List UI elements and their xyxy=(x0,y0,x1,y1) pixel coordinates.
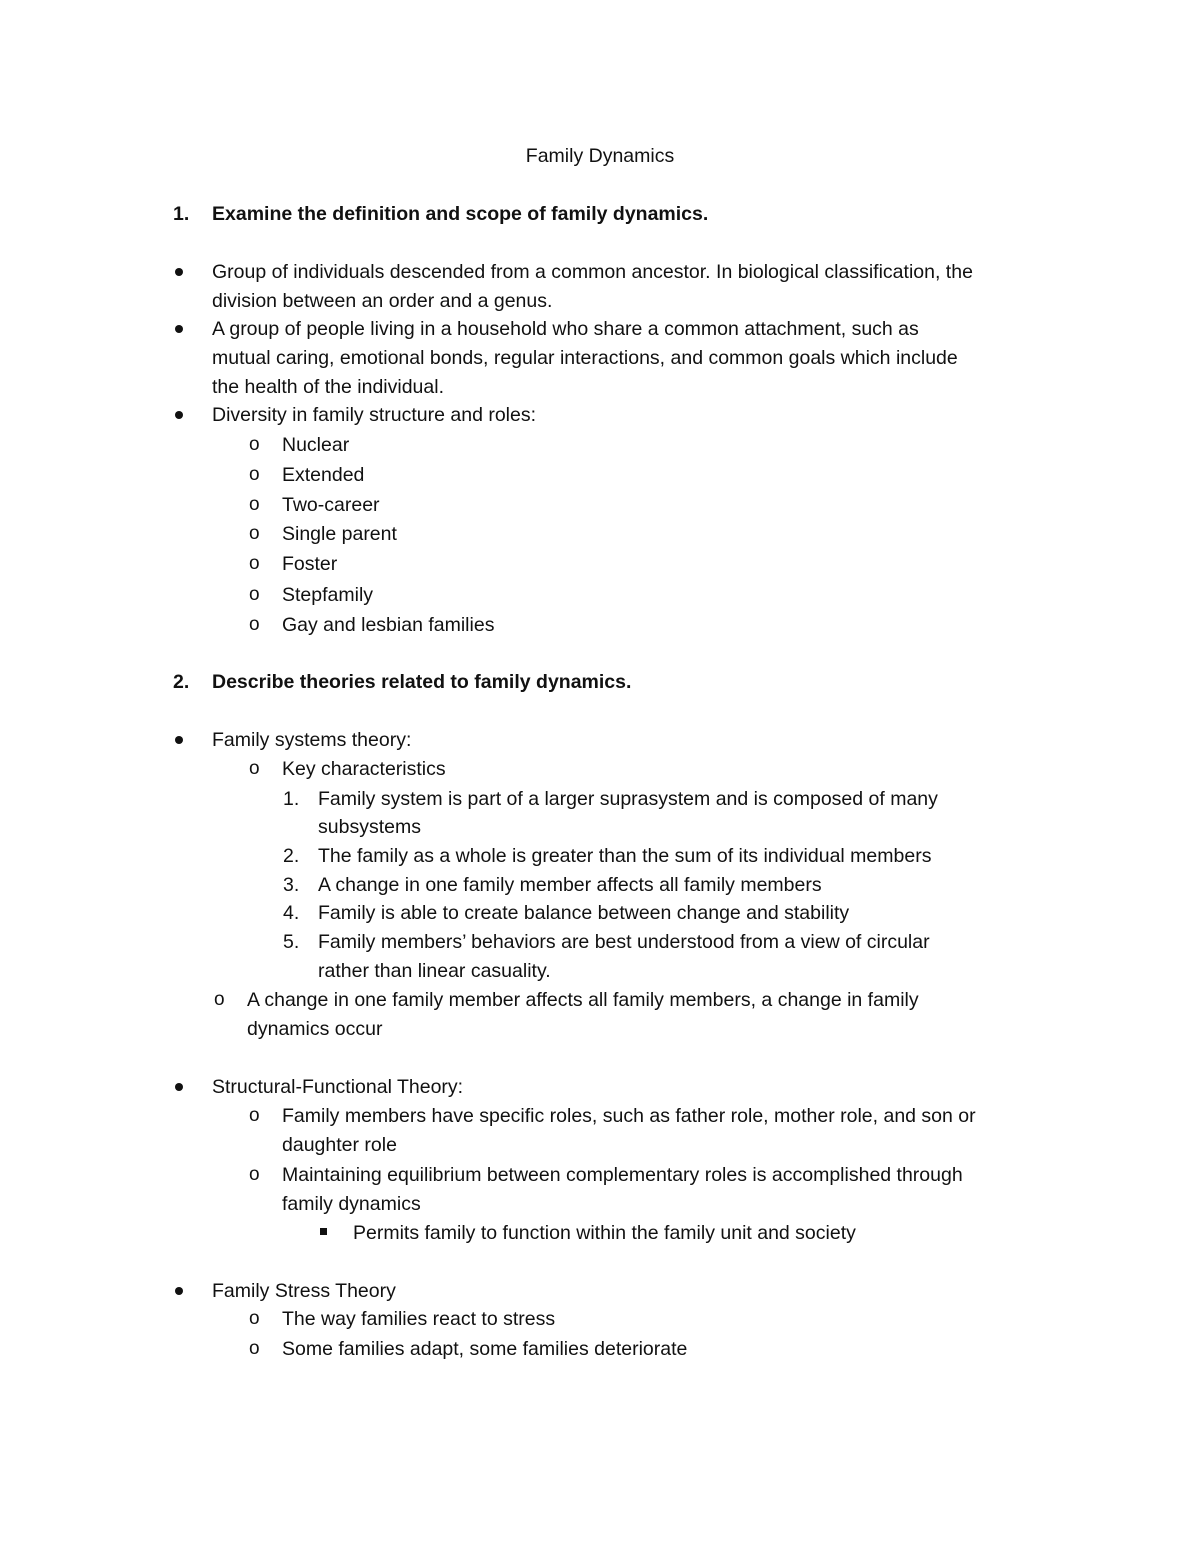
sft-item-1-line-1: Family members have specific roles, such as father role, mother role, and son or xyxy=(282,1105,976,1127)
section-1-heading: Examine the definition and scope of family dynamics. xyxy=(212,203,709,225)
bullet-2-line-3: the health of the individual. xyxy=(212,376,445,398)
circle-bullet-icon: o xyxy=(249,1164,260,1185)
circle-bullet-icon: o xyxy=(214,989,225,1010)
page-title: Family Dynamics xyxy=(525,145,675,167)
circle-bullet-icon: o xyxy=(249,614,260,635)
characteristic-3: A change in one family member affects all family members xyxy=(318,874,822,896)
characteristic-number: 2. xyxy=(283,845,300,867)
structure-item: Stepfamily xyxy=(282,584,374,606)
circle-bullet-icon: o xyxy=(249,464,260,485)
section-2-number: 2. xyxy=(173,671,190,693)
family-systems-theory-label: Family systems theory: xyxy=(212,729,412,751)
characteristic-1-line-1: Family system is part of a larger suprasystem and is composed of many xyxy=(318,788,938,810)
structure-item: Single parent xyxy=(282,523,397,545)
section-2-heading: Describe theories related to family dynamics. xyxy=(212,671,632,693)
characteristic-number: 3. xyxy=(283,874,300,896)
bullet-icon xyxy=(175,1083,183,1091)
sft-item-1-line-2: daughter role xyxy=(282,1134,397,1156)
characteristic-1-line-2: subsystems xyxy=(318,816,421,838)
bullet-icon xyxy=(175,268,183,276)
circle-bullet-icon: o xyxy=(249,758,260,779)
sft-item-2-line-2: family dynamics xyxy=(282,1193,421,1215)
change-note-line-1: A change in one family member affects all family members, a change in family xyxy=(247,989,919,1011)
bullet-1-line-2: division between an order and a genus. xyxy=(212,290,553,312)
stress-item-1: The way families react to stress xyxy=(282,1308,556,1330)
bullet-1-line-1: Group of individuals descended from a common ancestor. In biological classification, the xyxy=(212,261,973,283)
square-bullet-icon xyxy=(320,1228,327,1235)
stress-item-2: Some families adapt, some families deteriorate xyxy=(282,1338,688,1360)
characteristic-number: 5. xyxy=(283,931,300,953)
structure-item: Two-career xyxy=(282,494,380,516)
bullet-2-line-1: A group of people living in a household who share a common attachment, such as xyxy=(212,318,919,340)
circle-bullet-icon: o xyxy=(249,584,260,605)
characteristic-5-line-1: Family members’ behaviors are best understood from a view of circular xyxy=(318,931,930,953)
characteristic-number: 4. xyxy=(283,902,300,924)
circle-bullet-icon: o xyxy=(249,553,260,574)
circle-bullet-icon: o xyxy=(249,434,260,455)
structure-item: Gay and lesbian families xyxy=(282,614,495,636)
bullet-3-label: Diversity in family structure and roles: xyxy=(212,404,537,426)
circle-bullet-icon: o xyxy=(249,1308,260,1329)
structure-item: Foster xyxy=(282,553,338,575)
section-1-number: 1. xyxy=(173,203,190,225)
circle-bullet-icon: o xyxy=(249,1338,260,1359)
characteristic-2: The family as a whole is greater than the sum of its individual members xyxy=(318,845,932,867)
characteristic-4: Family is able to create balance between change and stability xyxy=(318,902,850,924)
sft-item-2-line-1: Maintaining equilibrium between complementary roles is accomplished through xyxy=(282,1164,963,1186)
structure-item: Nuclear xyxy=(282,434,350,456)
circle-bullet-icon: o xyxy=(249,523,260,544)
key-characteristics-label: Key characteristics xyxy=(282,758,446,780)
bullet-icon xyxy=(175,411,183,419)
bullet-icon xyxy=(175,325,183,333)
sft-subitem: Permits family to function within the family unit and society xyxy=(353,1222,856,1244)
circle-bullet-icon: o xyxy=(249,1105,260,1126)
circle-bullet-icon: o xyxy=(249,494,260,515)
bullet-icon xyxy=(175,1287,183,1295)
characteristic-5-line-2: rather than linear casuality. xyxy=(318,960,551,982)
change-note-line-2: dynamics occur xyxy=(247,1018,383,1040)
family-stress-theory-label: Family Stress Theory xyxy=(212,1280,396,1302)
characteristic-number: 1. xyxy=(283,788,300,810)
structure-item: Extended xyxy=(282,464,365,486)
structural-functional-theory-label: Structural-Functional Theory: xyxy=(212,1076,464,1098)
bullet-icon xyxy=(175,736,183,744)
bullet-2-line-2: mutual caring, emotional bonds, regular interactions, and common goals which include xyxy=(212,347,958,369)
